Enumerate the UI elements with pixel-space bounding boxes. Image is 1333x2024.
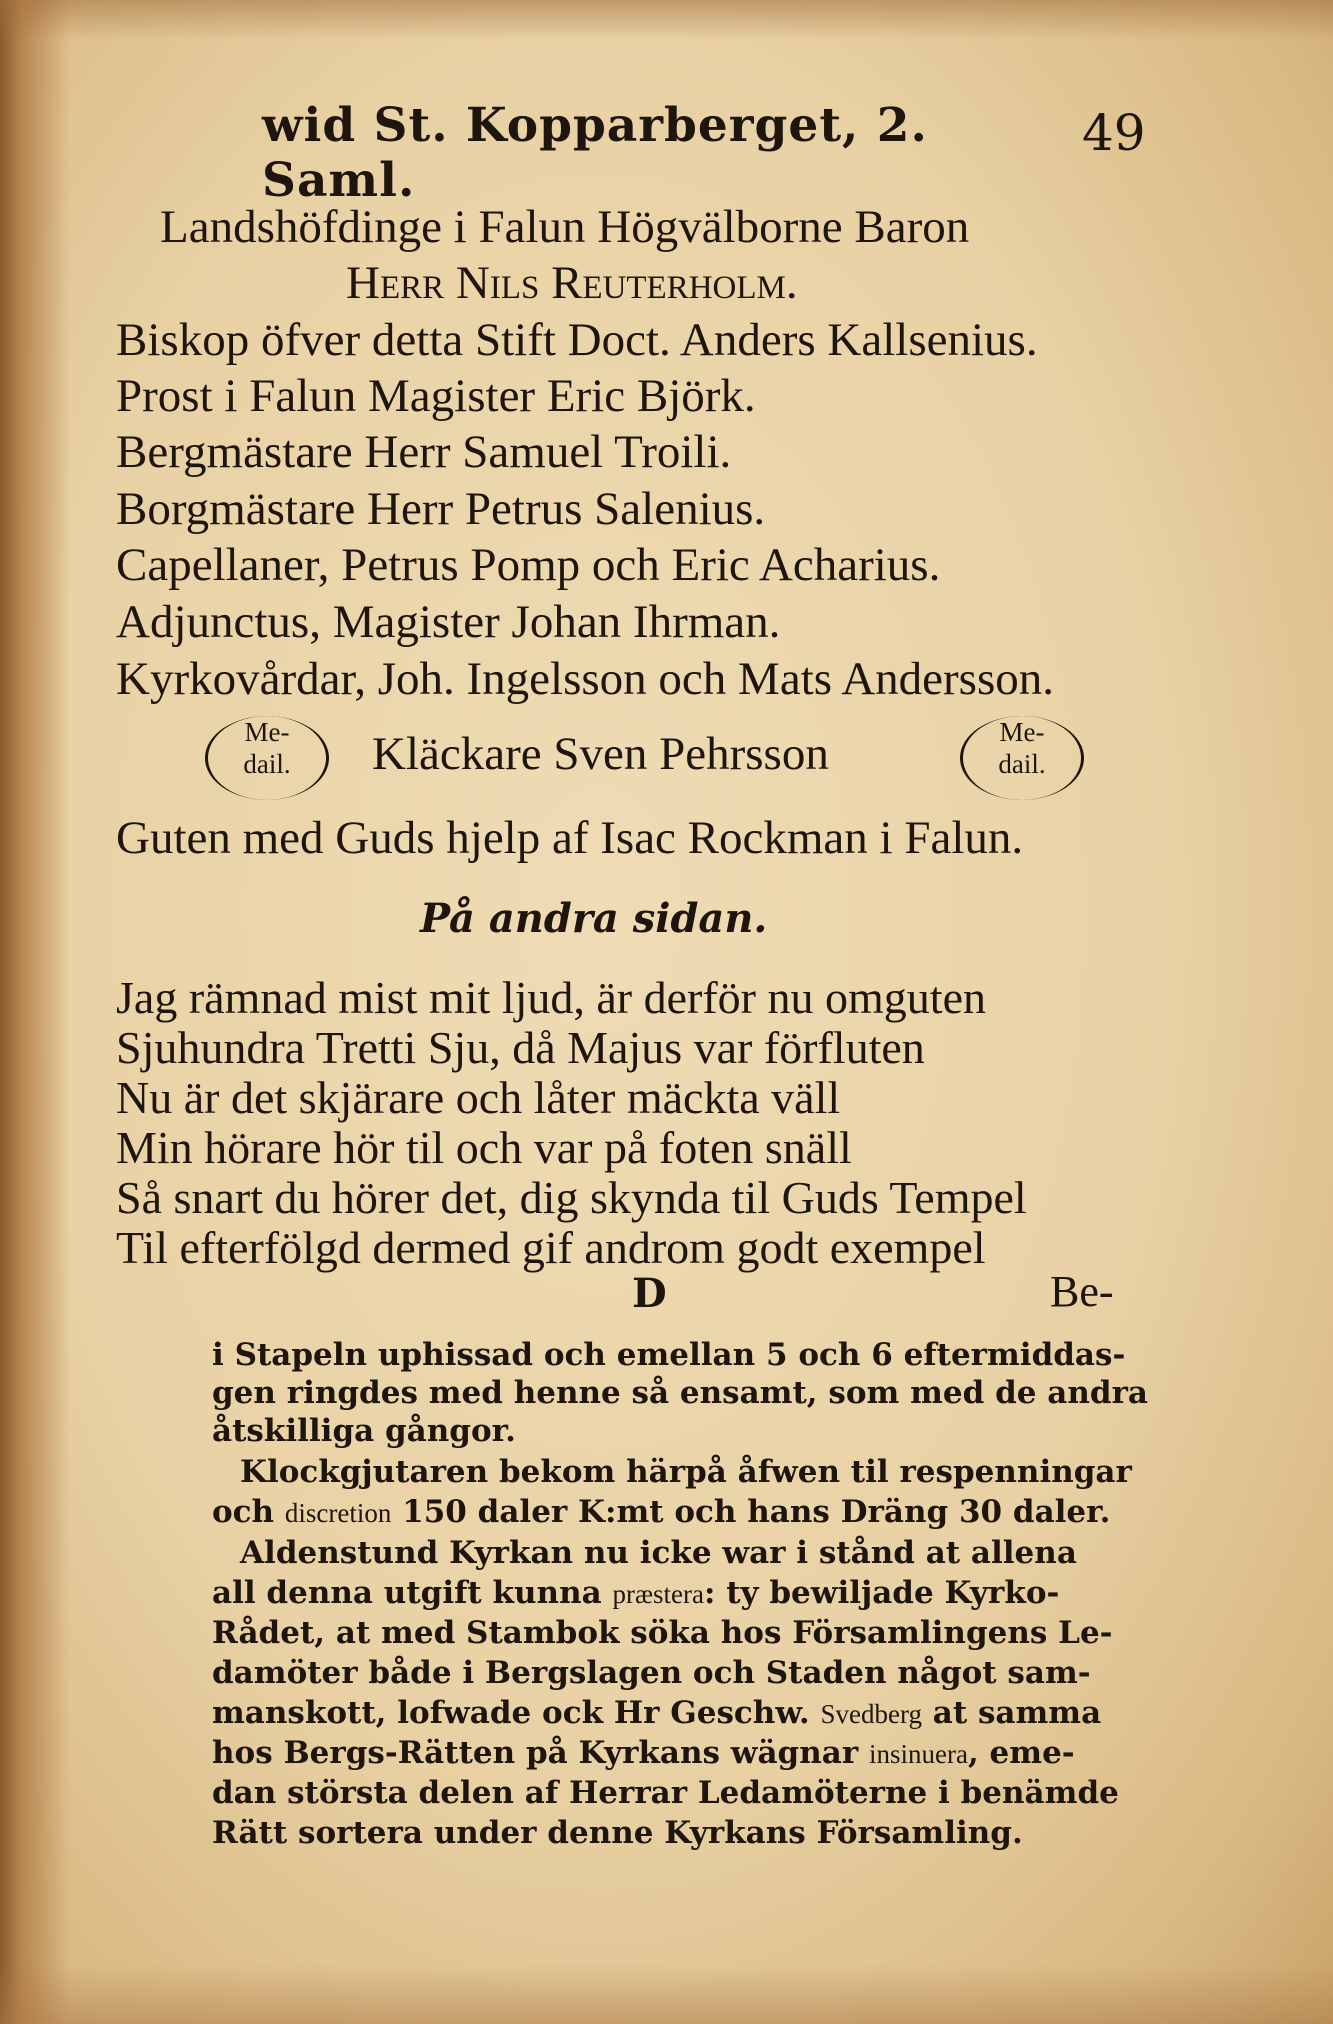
running-head: wid St. Kopparberget, 2. Saml. bbox=[262, 98, 928, 208]
medal-label-top: Me- bbox=[999, 717, 1045, 747]
text-line: Prost i Falun Magister Eric Björk. bbox=[116, 370, 756, 422]
footnote-line: gen ringdes med henne så ensamt, som med de andra bbox=[212, 1375, 1149, 1411]
page-number: 49 bbox=[1082, 104, 1146, 162]
footnote-line: Klockgjutaren bekom härpå åfwen til respenningar bbox=[240, 1454, 1132, 1490]
text-line: Guten med Guds hjelp af Isac Rockman i Falun. bbox=[116, 812, 1024, 864]
footnote-line: damöter både i Bergslagen och Staden något sam- bbox=[212, 1655, 1091, 1691]
medal-label-top: Me- bbox=[244, 717, 290, 747]
footnote-line: Rådet, at med Stambok söka hos Församlingens Le- bbox=[212, 1615, 1113, 1651]
footnote-line: åtskilliga gångor. bbox=[212, 1413, 516, 1449]
text-line: Adjunctus, Magister Johan Ihrman. bbox=[116, 596, 781, 648]
page-top-shadow bbox=[0, 0, 1333, 40]
verse-line: Sjuhundra Tretti Sju, då Majus var förfluten bbox=[116, 1022, 925, 1073]
medal-label-bottom: dail. bbox=[243, 749, 291, 779]
footnote-line: i Stapeln uphissad och emellan 5 och 6 eftermiddas- bbox=[212, 1337, 1126, 1373]
verse-line: Så snart du hörer det, dig skynda til Guds Tempel bbox=[116, 1172, 1027, 1223]
text-line: Biskop öfver detta Stift Doct. Anders Kallsenius. bbox=[116, 314, 1038, 366]
footnote-line: och discretion 150 daler K:mt och hans Dräng 30 daler. bbox=[212, 1494, 1111, 1530]
page-bottom-shadow bbox=[0, 1964, 1333, 2024]
footnote-line: Aldenstund Kyrkan nu icke war i stånd at allena bbox=[240, 1535, 1077, 1571]
signature-mark: D bbox=[632, 1270, 667, 1317]
bell-ringer-line: Kläckare Sven Pehrsson bbox=[372, 728, 829, 780]
footnote-line: Rätt sortera under denne Kyrkans Församling. bbox=[212, 1815, 1023, 1851]
medal-right bbox=[960, 716, 1084, 800]
footnote-line: manskott, lofwade ock Hr Geschw. Svedberg at samma bbox=[212, 1695, 1102, 1731]
text-line: Landshöfdinge i Falun Högvälborne Baron bbox=[160, 201, 970, 253]
medal-left bbox=[205, 716, 329, 800]
text-line: Kyrkovårdar, Joh. Ingelsson och Mats Andersson. bbox=[116, 653, 1054, 705]
text-line: Capellaner, Petrus Pomp och Eric Acharius. bbox=[116, 539, 941, 591]
verse-line: Min hörare hör til och var på foten snäll bbox=[116, 1122, 852, 1173]
text-line: Herr Nils Reuterholm. bbox=[346, 257, 798, 309]
text-line: Borgmästare Herr Petrus Salenius. bbox=[116, 483, 766, 535]
page-gutter-shadow bbox=[0, 0, 70, 2024]
footnote-line: dan största delen af Herrar Ledamöterne i benämde bbox=[212, 1775, 1119, 1811]
text-line: Bergmästare Herr Samuel Troili. bbox=[116, 426, 732, 478]
footnote-line: hos Bergs-Rätten på Kyrkans wägnar insinuera, eme- bbox=[212, 1735, 1075, 1771]
verse-line: Til efterfölgd dermed gif androm godt exempel bbox=[116, 1222, 986, 1273]
section-heading: På andra sidan. bbox=[420, 895, 768, 942]
verse-line: Nu är det skjärare och låter mäckta väll bbox=[116, 1072, 841, 1123]
footnote-line: all denna utgift kunna præstera: ty bewiljade Kyrko- bbox=[212, 1575, 1060, 1611]
catchword: Be- bbox=[1050, 1267, 1114, 1316]
medal-label-bottom: dail. bbox=[998, 749, 1046, 779]
verse-line: Jag rämnad mist mit ljud, är derför nu omguten bbox=[116, 972, 986, 1023]
